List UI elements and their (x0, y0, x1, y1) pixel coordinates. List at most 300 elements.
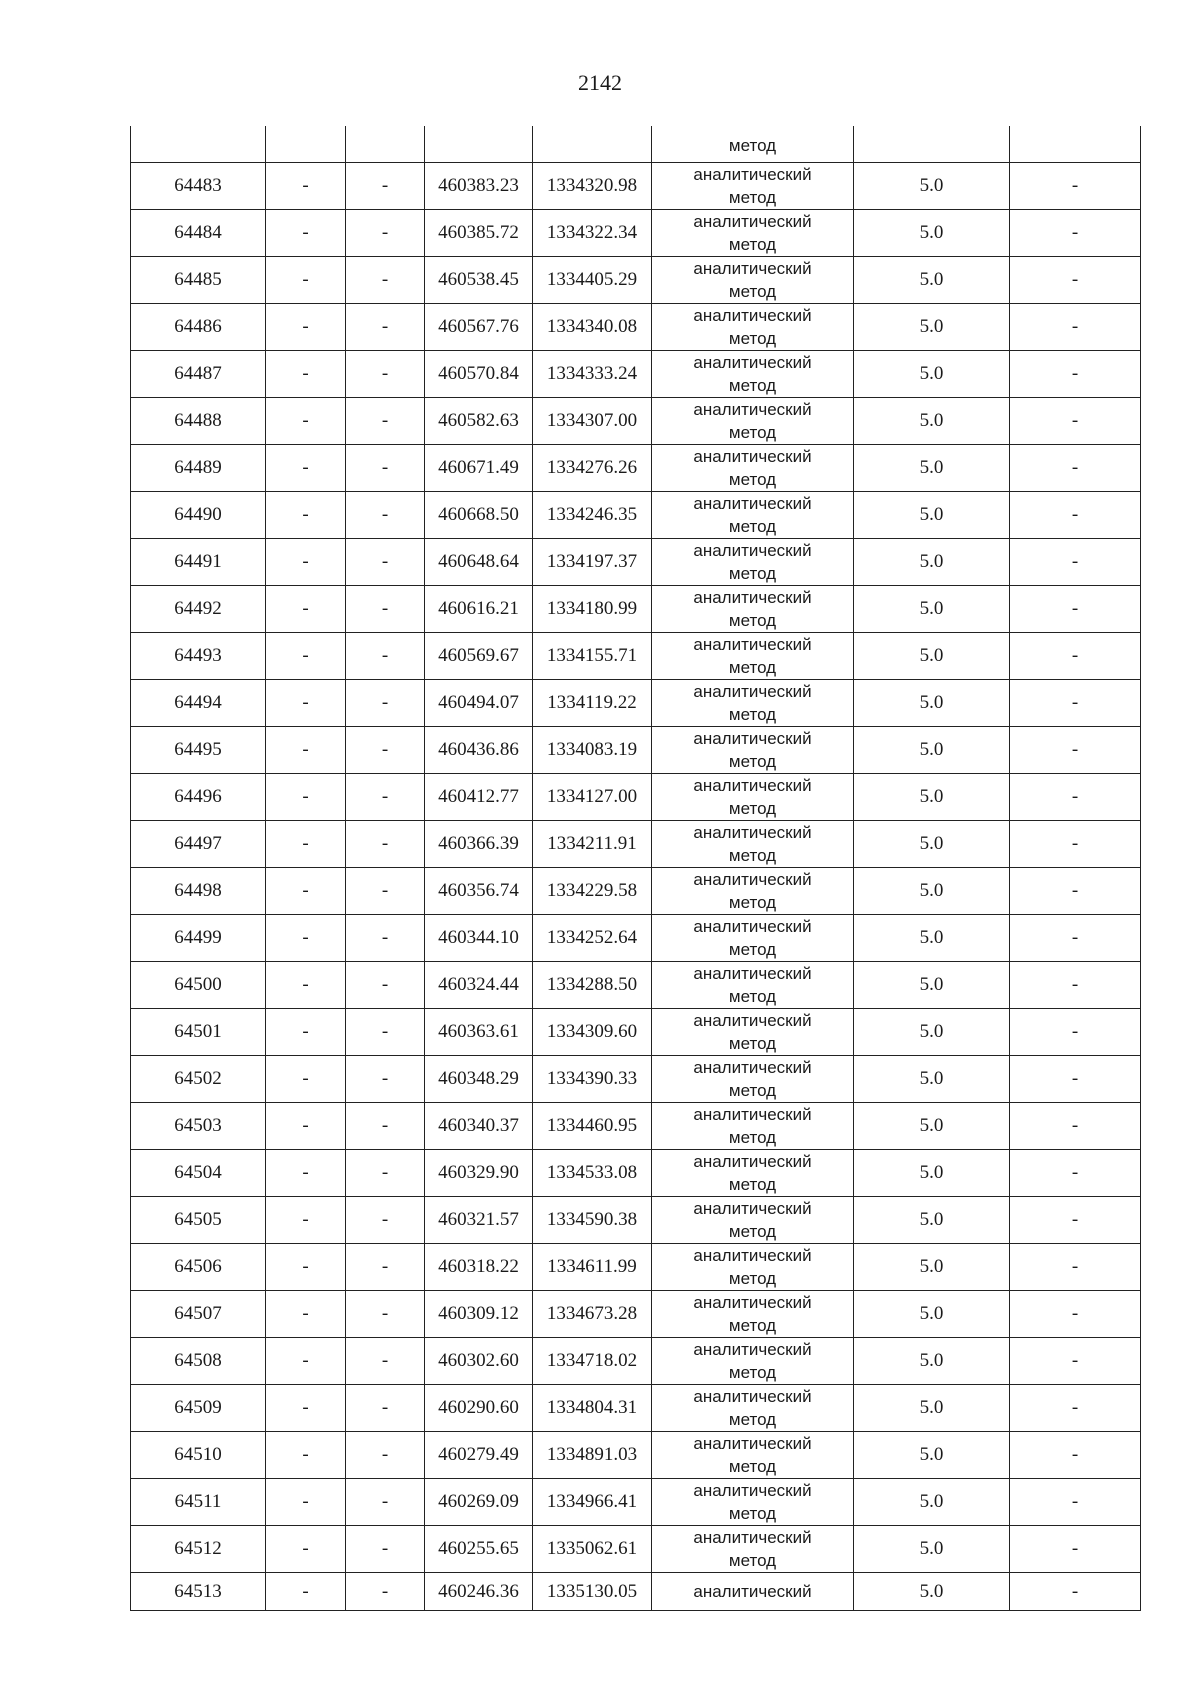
cell-method (652, 210, 854, 257)
cell-dash: - (346, 868, 425, 915)
table-row (131, 445, 1141, 492)
cell-dash: - (1010, 210, 1141, 257)
method-line-2: метод (728, 564, 777, 583)
cell-dash: - (1010, 1103, 1141, 1150)
cell-dash: - (266, 1103, 346, 1150)
table-row (131, 351, 1141, 398)
cell-precision: 5.0 (854, 774, 1010, 821)
cell-dash: - (266, 445, 346, 492)
cell-y-coordinate: 1334127.00 (533, 774, 652, 821)
cell-method (652, 586, 854, 633)
cell-dash: - (346, 1526, 425, 1573)
table-row (131, 1150, 1141, 1197)
cell-y-coordinate: 1334804.31 (533, 1385, 652, 1432)
cell-point-id: 64487 (131, 351, 266, 398)
method-line-1: аналитический (693, 353, 812, 372)
cell-dash: - (1010, 1150, 1141, 1197)
cell-y-coordinate: 1334309.60 (533, 1009, 652, 1056)
table-row (131, 727, 1141, 774)
cell-dash: - (346, 351, 425, 398)
cell-method (652, 1150, 854, 1197)
cell-precision: 5.0 (854, 1150, 1010, 1197)
cell-dash: - (346, 1056, 425, 1103)
cell-dash: - (346, 1432, 425, 1479)
cell-dash: - (346, 962, 425, 1009)
method-line-2: метод (728, 1410, 777, 1429)
cell-dash: - (1010, 304, 1141, 351)
cell-dash: - (266, 1432, 346, 1479)
cell-x-coordinate: 460356.74 (425, 868, 533, 915)
cell-precision: 5.0 (854, 1009, 1010, 1056)
table-row (131, 680, 1141, 727)
method-line-2: метод (728, 658, 777, 677)
table-row (131, 210, 1141, 257)
cell-dash: - (266, 586, 346, 633)
method-line-2: метод (728, 188, 777, 207)
cell-method (652, 351, 854, 398)
cell-empty (533, 126, 652, 163)
cell-x-coordinate: 460363.61 (425, 1009, 533, 1056)
cell-precision: 5.0 (854, 1385, 1010, 1432)
cell-y-coordinate: 1334966.41 (533, 1479, 652, 1526)
cell-y-coordinate: 1334673.28 (533, 1291, 652, 1338)
cell-x-coordinate: 460269.09 (425, 1479, 533, 1526)
cell-empty (1010, 126, 1141, 163)
cell-point-id: 64501 (131, 1009, 266, 1056)
cell-dash: - (346, 398, 425, 445)
cell-method (652, 445, 854, 492)
table-row (131, 398, 1141, 445)
table-row (131, 915, 1141, 962)
cell-dash: - (266, 680, 346, 727)
cell-dash: - (346, 1338, 425, 1385)
cell-method (652, 1573, 854, 1611)
cell-dash: - (266, 633, 346, 680)
cell-dash: - (346, 445, 425, 492)
cell-precision: 5.0 (854, 1056, 1010, 1103)
cell-y-coordinate: 1334229.58 (533, 868, 652, 915)
cell-x-coordinate: 460538.45 (425, 257, 533, 304)
cell-dash: - (266, 915, 346, 962)
cell-precision: 5.0 (854, 962, 1010, 1009)
cell-y-coordinate: 1334246.35 (533, 492, 652, 539)
cell-point-id: 64496 (131, 774, 266, 821)
table-row (131, 1573, 1141, 1611)
method-line-2: метод (728, 705, 777, 724)
cell-method (652, 1338, 854, 1385)
cell-dash: - (346, 1009, 425, 1056)
cell-dash: - (266, 492, 346, 539)
cell-point-id: 64498 (131, 868, 266, 915)
cell-point-id: 64491 (131, 539, 266, 586)
table-body (131, 126, 1141, 1611)
cell-point-id: 64485 (131, 257, 266, 304)
cell-y-coordinate: 1334590.38 (533, 1197, 652, 1244)
cell-x-coordinate: 460366.39 (425, 821, 533, 868)
method-line-1: аналитический (693, 400, 812, 419)
cell-method (652, 1479, 854, 1526)
cell-x-coordinate: 460318.22 (425, 1244, 533, 1291)
method-line-1: аналитический (693, 588, 812, 607)
cell-dash: - (346, 1150, 425, 1197)
method-line-1: аналитический (693, 1105, 812, 1124)
method-line-1: аналитический (693, 870, 812, 889)
method-line-2: метод (728, 1551, 777, 1570)
cell-precision: 5.0 (854, 586, 1010, 633)
cell-x-coordinate: 460385.72 (425, 210, 533, 257)
cell-method (652, 821, 854, 868)
method-line-1: аналитический (693, 1011, 812, 1030)
cell-precision: 5.0 (854, 633, 1010, 680)
method-line-1: аналитический (693, 212, 812, 231)
method-line-1: аналитический (693, 917, 812, 936)
table-row (131, 1197, 1141, 1244)
cell-x-coordinate: 460616.21 (425, 586, 533, 633)
table-row (131, 257, 1141, 304)
cell-dash: - (266, 1244, 346, 1291)
table-row (131, 633, 1141, 680)
method-line-2: метод (728, 1081, 777, 1100)
method-line-2: метод (728, 752, 777, 771)
cell-method (652, 492, 854, 539)
cell-y-coordinate: 1334460.95 (533, 1103, 652, 1150)
cell-dash: - (1010, 1338, 1141, 1385)
cell-dash: - (1010, 1291, 1141, 1338)
table-row (131, 304, 1141, 351)
cell-point-id: 64488 (131, 398, 266, 445)
cell-y-coordinate: 1335130.05 (533, 1573, 652, 1611)
cell-precision: 5.0 (854, 257, 1010, 304)
cell-dash: - (1010, 915, 1141, 962)
cell-method (652, 1103, 854, 1150)
cell-point-id: 64490 (131, 492, 266, 539)
cell-point-id: 64508 (131, 1338, 266, 1385)
cell-empty (425, 126, 533, 163)
method-line-2: метод (728, 1034, 777, 1053)
cell-x-coordinate: 460279.49 (425, 1432, 533, 1479)
cell-dash: - (1010, 1479, 1141, 1526)
cell-dash: - (1010, 1197, 1141, 1244)
cell-dash: - (346, 163, 425, 210)
table-row (131, 163, 1141, 210)
cell-x-coordinate: 460570.84 (425, 351, 533, 398)
cell-dash: - (346, 492, 425, 539)
cell-dash: - (1010, 868, 1141, 915)
method-line-2: метод (728, 376, 777, 395)
method-line-1: аналитический (693, 1528, 812, 1547)
method-line-1: аналитический (693, 1058, 812, 1077)
cell-precision: 5.0 (854, 1291, 1010, 1338)
cell-dash: - (346, 821, 425, 868)
method-line-1: аналитический (693, 1293, 812, 1312)
cell-precision: 5.0 (854, 492, 1010, 539)
method-line-1: аналитический (693, 1434, 812, 1453)
table-row (131, 586, 1141, 633)
cell-dash: - (266, 1197, 346, 1244)
table-row (131, 1291, 1141, 1338)
method-line-1: аналитический (693, 1246, 812, 1265)
table-row (131, 539, 1141, 586)
method-line-2: метод (728, 1269, 777, 1288)
cell-x-coordinate: 460648.64 (425, 539, 533, 586)
cell-x-coordinate: 460668.50 (425, 492, 533, 539)
cell-method (652, 633, 854, 680)
cell-dash: - (346, 774, 425, 821)
cell-method (652, 915, 854, 962)
method-tail-text: метод (728, 135, 777, 155)
method-line-2: метод (728, 1457, 777, 1476)
cell-dash: - (346, 257, 425, 304)
cell-point-id: 64495 (131, 727, 266, 774)
cell-point-id: 64505 (131, 1197, 266, 1244)
cell-precision: 5.0 (854, 304, 1010, 351)
cell-method (652, 1056, 854, 1103)
cell-point-id: 64500 (131, 962, 266, 1009)
cell-dash: - (1010, 727, 1141, 774)
cell-precision: 5.0 (854, 163, 1010, 210)
cell-y-coordinate: 1334083.19 (533, 727, 652, 774)
cell-method (652, 398, 854, 445)
cell-dash: - (266, 1338, 346, 1385)
method-line-1: аналитический (693, 964, 812, 983)
cell-dash: - (346, 1103, 425, 1150)
cell-y-coordinate: 1335062.61 (533, 1526, 652, 1573)
cell-dash: - (266, 1150, 346, 1197)
cell-point-id: 64483 (131, 163, 266, 210)
table-row (131, 1526, 1141, 1573)
cell-point-id: 64492 (131, 586, 266, 633)
cell-dash: - (266, 351, 346, 398)
method-line-1: аналитический (693, 1152, 812, 1171)
table-row (131, 1244, 1141, 1291)
cell-y-coordinate: 1334180.99 (533, 586, 652, 633)
cell-x-coordinate: 460412.77 (425, 774, 533, 821)
cell-dash: - (1010, 1526, 1141, 1573)
table-row (131, 1009, 1141, 1056)
cell-precision: 5.0 (854, 1338, 1010, 1385)
cell-y-coordinate: 1334891.03 (533, 1432, 652, 1479)
table-row (131, 1479, 1141, 1526)
cell-method (652, 680, 854, 727)
cell-x-coordinate: 460582.63 (425, 398, 533, 445)
cell-x-coordinate: 460567.76 (425, 304, 533, 351)
cell-y-coordinate: 1334390.33 (533, 1056, 652, 1103)
cell-point-id: 64504 (131, 1150, 266, 1197)
cell-dash: - (266, 210, 346, 257)
cell-y-coordinate: 1334611.99 (533, 1244, 652, 1291)
method-line-1: аналитический (693, 1481, 812, 1500)
cell-point-id: 64489 (131, 445, 266, 492)
table-row (131, 868, 1141, 915)
cell-precision: 5.0 (854, 680, 1010, 727)
cell-precision: 5.0 (854, 445, 1010, 492)
cell-y-coordinate: 1334252.64 (533, 915, 652, 962)
cell-x-coordinate: 460671.49 (425, 445, 533, 492)
cell-point-id: 64486 (131, 304, 266, 351)
cell-dash: - (1010, 445, 1141, 492)
cell-dash: - (1010, 633, 1141, 680)
method-line-2: метод (728, 423, 777, 442)
cell-dash: - (346, 1479, 425, 1526)
cell-method (652, 962, 854, 1009)
cell-point-id: 64510 (131, 1432, 266, 1479)
cell-empty (266, 126, 346, 163)
cell-precision: 5.0 (854, 539, 1010, 586)
cell-method (652, 257, 854, 304)
carryover-row (131, 126, 1141, 163)
cell-dash: - (266, 774, 346, 821)
cell-dash: - (1010, 398, 1141, 445)
cell-dash: - (266, 962, 346, 1009)
cell-dash: - (1010, 351, 1141, 398)
cell-dash: - (346, 1385, 425, 1432)
cell-point-id: 64497 (131, 821, 266, 868)
cell-y-coordinate: 1334288.50 (533, 962, 652, 1009)
cell-dash: - (1010, 1432, 1141, 1479)
method-line-2: метод (728, 799, 777, 818)
cell-precision: 5.0 (854, 1432, 1010, 1479)
method-line-1: аналитический (693, 776, 812, 795)
table-row (131, 962, 1141, 1009)
table-row (131, 1103, 1141, 1150)
cell-y-coordinate: 1334340.08 (533, 304, 652, 351)
method-line-1: аналитический (693, 259, 812, 278)
cell-dash: - (346, 633, 425, 680)
cell-precision: 5.0 (854, 821, 1010, 868)
method-line-2: метод (728, 893, 777, 912)
cell-point-id: 64507 (131, 1291, 266, 1338)
cell-method (652, 774, 854, 821)
cell-dash: - (1010, 680, 1141, 727)
method-line-2: метод (728, 470, 777, 489)
coordinates-table (130, 126, 1141, 1611)
cell-dash: - (346, 1573, 425, 1611)
method-line-2: метод (728, 940, 777, 959)
cell-precision: 5.0 (854, 1479, 1010, 1526)
method-line-1: аналитический (693, 306, 812, 325)
cell-dash: - (1010, 774, 1141, 821)
cell-precision: 5.0 (854, 1244, 1010, 1291)
cell-precision: 5.0 (854, 1103, 1010, 1150)
table-row (131, 774, 1141, 821)
cell-y-coordinate: 1334320.98 (533, 163, 652, 210)
cell-dash: - (1010, 163, 1141, 210)
method-line-1: аналитический (693, 1387, 812, 1406)
cell-dash: - (346, 727, 425, 774)
method-line-1: аналитический (693, 1582, 812, 1601)
cell-y-coordinate: 1334307.00 (533, 398, 652, 445)
method-line-2: метод (728, 611, 777, 630)
cell-point-id: 64499 (131, 915, 266, 962)
cell-method (652, 727, 854, 774)
method-line-1: аналитический (693, 541, 812, 560)
method-line-2: метод (728, 282, 777, 301)
cell-x-coordinate: 460383.23 (425, 163, 533, 210)
table-row (131, 1056, 1141, 1103)
cell-point-id: 64506 (131, 1244, 266, 1291)
cell-precision: 5.0 (854, 915, 1010, 962)
method-line-2: метод (728, 1316, 777, 1335)
cell-y-coordinate: 1334119.22 (533, 680, 652, 727)
cell-dash: - (266, 304, 346, 351)
cell-precision: 5.0 (854, 1573, 1010, 1611)
cell-method-tail (652, 126, 854, 163)
cell-dash: - (1010, 821, 1141, 868)
method-line-2: метод (728, 987, 777, 1006)
cell-method (652, 163, 854, 210)
cell-x-coordinate: 460321.57 (425, 1197, 533, 1244)
cell-precision: 5.0 (854, 868, 1010, 915)
cell-empty (346, 126, 425, 163)
cell-x-coordinate: 460324.44 (425, 962, 533, 1009)
method-line-1: аналитический (693, 165, 812, 184)
cell-x-coordinate: 460302.60 (425, 1338, 533, 1385)
cell-point-id: 64511 (131, 1479, 266, 1526)
cell-dash: - (266, 1056, 346, 1103)
cell-x-coordinate: 460569.67 (425, 633, 533, 680)
table-row (131, 821, 1141, 868)
cell-method (652, 304, 854, 351)
cell-y-coordinate: 1334718.02 (533, 1338, 652, 1385)
cell-y-coordinate: 1334322.34 (533, 210, 652, 257)
method-line-1: аналитический (693, 447, 812, 466)
method-line-2: метод (728, 846, 777, 865)
method-line-2: метод (728, 1363, 777, 1382)
cell-method (652, 1244, 854, 1291)
method-line-1: аналитический (693, 823, 812, 842)
cell-point-id: 64502 (131, 1056, 266, 1103)
table-row (131, 1338, 1141, 1385)
cell-dash: - (266, 1573, 346, 1611)
cell-y-coordinate: 1334155.71 (533, 633, 652, 680)
cell-y-coordinate: 1334211.91 (533, 821, 652, 868)
method-line-1: аналитический (693, 1199, 812, 1218)
cell-dash: - (346, 915, 425, 962)
cell-dash: - (266, 398, 346, 445)
cell-dash: - (1010, 1244, 1141, 1291)
cell-dash: - (1010, 586, 1141, 633)
cell-method (652, 1197, 854, 1244)
cell-point-id: 64512 (131, 1526, 266, 1573)
table-row (131, 492, 1141, 539)
cell-dash: - (346, 304, 425, 351)
cell-dash: - (1010, 539, 1141, 586)
method-line-2: метод (728, 517, 777, 536)
cell-dash: - (1010, 962, 1141, 1009)
cell-dash: - (266, 1385, 346, 1432)
cell-method (652, 1009, 854, 1056)
cell-method (652, 1385, 854, 1432)
method-line-2: метод (728, 329, 777, 348)
cell-point-id: 64484 (131, 210, 266, 257)
cell-y-coordinate: 1334197.37 (533, 539, 652, 586)
cell-point-id: 64509 (131, 1385, 266, 1432)
method-line-2: метод (728, 235, 777, 254)
cell-dash: - (346, 1197, 425, 1244)
cell-dash: - (346, 1244, 425, 1291)
cell-point-id: 64503 (131, 1103, 266, 1150)
cell-point-id: 64494 (131, 680, 266, 727)
method-line-1: аналитический (693, 635, 812, 654)
cell-x-coordinate: 460348.29 (425, 1056, 533, 1103)
cell-x-coordinate: 460246.36 (425, 1573, 533, 1611)
method-line-1: аналитический (693, 682, 812, 701)
cell-dash: - (266, 821, 346, 868)
cell-x-coordinate: 460436.86 (425, 727, 533, 774)
cell-method (652, 1291, 854, 1338)
cell-method (652, 539, 854, 586)
cell-dash: - (266, 1479, 346, 1526)
